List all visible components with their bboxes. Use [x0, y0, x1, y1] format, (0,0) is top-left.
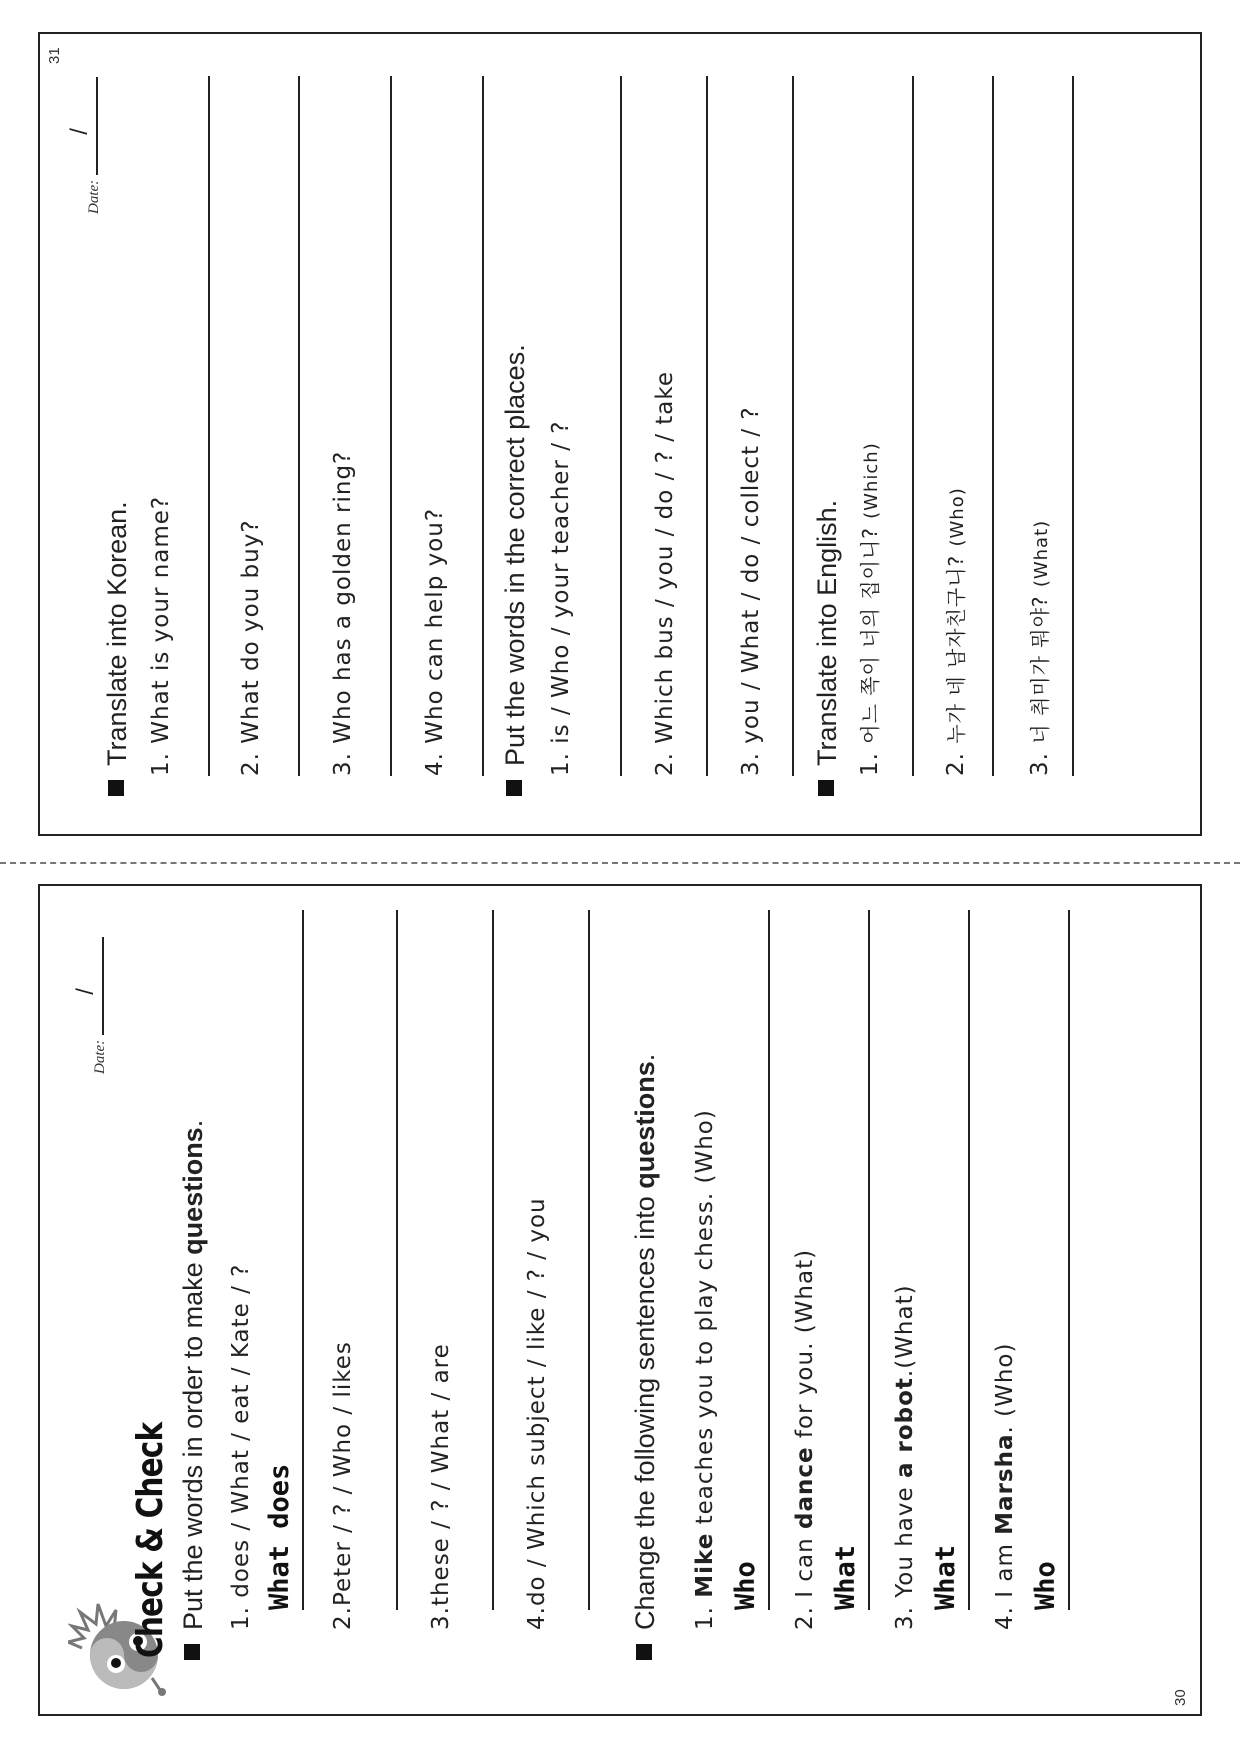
- order-answer-line-2[interactable]: [706, 76, 708, 776]
- answer-line-4[interactable]: [588, 910, 590, 1610]
- order-answer-line-3[interactable]: [792, 76, 794, 776]
- korean-answer-line-4[interactable]: [482, 76, 484, 776]
- reorder-item-3: 3.these / ? / What / are: [428, 1343, 454, 1630]
- korean-answer-line-2[interactable]: [298, 76, 300, 776]
- answer-start-1: What does: [264, 1463, 295, 1610]
- order-section-instruction: Put the words in the correct places.: [500, 344, 531, 796]
- change-answer-start-4: Who: [1030, 1561, 1061, 1610]
- bullet-icon: [184, 1644, 200, 1660]
- section2-instruction: Change the following sentences into questions.: [630, 1054, 661, 1660]
- date-field: [72, 937, 109, 1074]
- left-page: [38, 884, 1202, 1716]
- change-answer-line-1[interactable]: [768, 910, 770, 1610]
- order-item-3: 3. you / What / do / collect / ?: [738, 406, 764, 776]
- date-label: Date:: [86, 179, 102, 214]
- change-item-3: 3. You have a robot.(What): [892, 1284, 918, 1630]
- english-answer-line-3[interactable]: [1072, 76, 1074, 776]
- order-answer-line-1[interactable]: [620, 76, 622, 776]
- date-slash: /: [66, 128, 93, 135]
- english-item-3: 3. 너 취미가 뭐야? (What): [1027, 519, 1053, 776]
- korean-item-3: 3. Who has a golden ring?: [330, 450, 356, 776]
- reorder-item-2: 2.Peter / ? / Who / likes: [330, 1341, 356, 1630]
- bullet-icon: [108, 780, 124, 796]
- korean-answer-line-1[interactable]: [208, 76, 210, 776]
- change-answer-start-1: Who: [730, 1561, 761, 1610]
- change-answer-line-3[interactable]: [968, 910, 970, 1610]
- korean-item-2: 2. What do you buy?: [238, 519, 264, 776]
- right-page: [38, 32, 1202, 836]
- korean-section-instruction: Translate into Korean.: [102, 501, 133, 796]
- change-item-4: 4. I am Marsha. (Who): [992, 1342, 1018, 1630]
- date-input[interactable]: [66, 77, 98, 175]
- date-input[interactable]: [72, 937, 104, 1035]
- answer-line-2[interactable]: [396, 910, 398, 1610]
- english-item-2: 2. 누가 네 남자친구니? (Who): [943, 487, 969, 776]
- korean-item-4: 4. Who can help you?: [422, 507, 448, 776]
- section1-instruction: Put the words in order to make questions.: [178, 1120, 209, 1660]
- change-item-1: 1. Mike teaches you to play chess. (Who): [692, 1109, 718, 1630]
- fold-line: [0, 862, 1240, 864]
- reorder-item-1: 1. does / What / eat / Kate / ?: [228, 1263, 254, 1630]
- english-answer-line-2[interactable]: [992, 76, 994, 776]
- date-label: Date:: [92, 1039, 108, 1074]
- bullet-icon: [506, 780, 522, 796]
- change-answer-start-2: What: [830, 1544, 861, 1610]
- date-slash: /: [72, 988, 99, 995]
- change-answer-start-3: What: [930, 1544, 961, 1610]
- page-number: 31: [46, 47, 63, 64]
- english-section-instruction: Translate into English.: [812, 500, 843, 796]
- change-answer-line-2[interactable]: [868, 910, 870, 1610]
- english-answer-line-1[interactable]: [912, 76, 914, 776]
- reorder-item-4: 4.do / Which subject / like / ? / you: [524, 1197, 550, 1630]
- answer-line-1[interactable]: [302, 910, 304, 1610]
- korean-item-1: 1. What is your name?: [148, 495, 174, 776]
- bullet-icon: [636, 1644, 652, 1660]
- order-item-1: 1. is / Who / your teacher / ?: [548, 420, 574, 776]
- page-title: Check & Check: [130, 1422, 171, 1658]
- change-item-2: 2. I can dance for you. (What): [792, 1248, 818, 1630]
- answer-line-3[interactable]: [492, 910, 494, 1610]
- korean-answer-line-3[interactable]: [390, 76, 392, 776]
- order-item-2: 2. Which bus / you / do / ? / take: [652, 370, 678, 776]
- date-field: [66, 77, 103, 214]
- bullet-icon: [818, 780, 834, 796]
- page-number: 30: [1172, 1689, 1189, 1706]
- english-item-1: 1. 어느 쪽이 너의 집이니? (Which): [857, 442, 883, 776]
- change-answer-line-4[interactable]: [1068, 910, 1070, 1610]
